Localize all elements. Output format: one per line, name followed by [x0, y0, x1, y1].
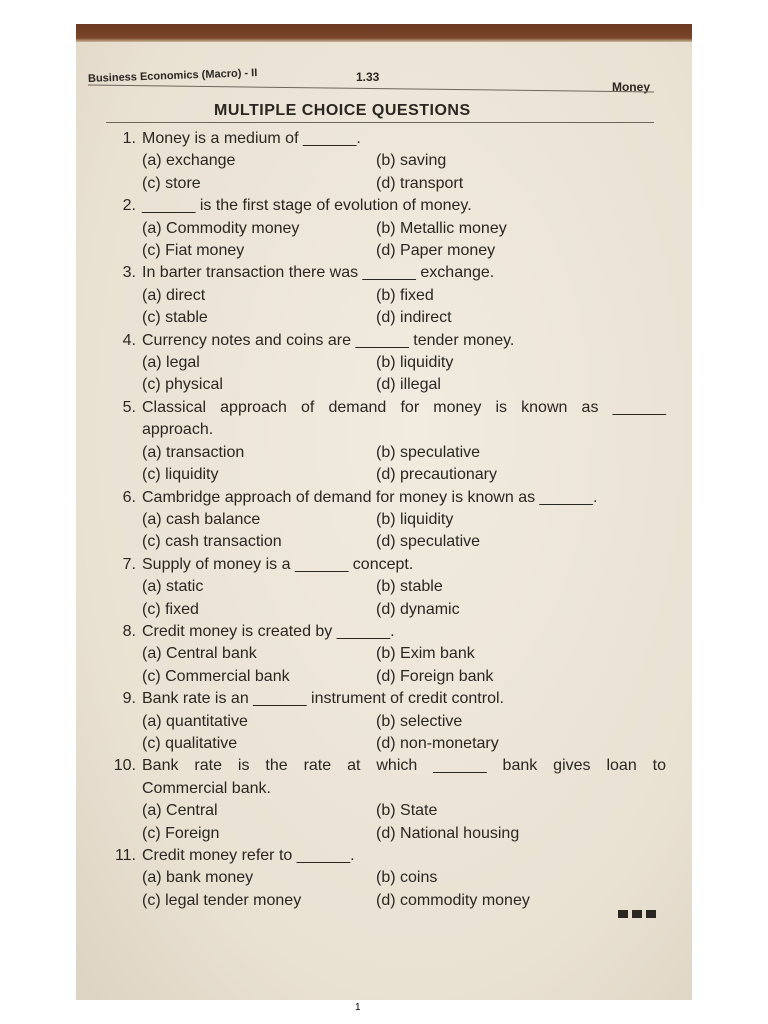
option-text: non-monetary [400, 734, 499, 752]
option-label: (d) [376, 376, 396, 394]
question-6 [106, 487, 666, 554]
question-text-continuation: approach. [142, 421, 214, 439]
option-text: Fiat money [165, 242, 245, 260]
page-photo [76, 24, 692, 1000]
book-title: Business Economics (Macro) - II [87, 67, 258, 85]
option-grid [142, 711, 666, 756]
answer-option [376, 576, 666, 598]
question-10 [106, 755, 666, 845]
option-label: (a) [142, 578, 162, 596]
question-number: 3. [122, 264, 136, 282]
option-text: Exim bank [400, 645, 475, 663]
option-text: Commodity money [166, 219, 300, 237]
question-line [106, 755, 666, 777]
option-text: illegal [400, 376, 441, 394]
question-text: Supply of money is a ______ concept. [142, 555, 414, 573]
question-number-spacer [106, 419, 142, 441]
answer-option [142, 643, 376, 665]
question-text: Credit money is created by ______. [142, 622, 395, 640]
book-page [76, 42, 692, 1000]
question-line [106, 778, 666, 800]
option-text: cash transaction [165, 533, 282, 551]
option-label: (a) [142, 510, 162, 528]
answer-option [142, 576, 376, 598]
option-label: (c) [142, 376, 161, 394]
chapter-name: Money [611, 80, 650, 94]
option-label: (b) [376, 510, 396, 528]
question-number: 9. [122, 690, 136, 708]
option-text: National housing [400, 824, 520, 842]
option-text: Metallic money [400, 219, 507, 237]
question-text-continuation: Commercial bank. [142, 779, 271, 797]
option-text: physical [165, 376, 223, 394]
option-text: liquidity [400, 510, 454, 528]
option-text: cash balance [166, 510, 261, 528]
answer-option [376, 374, 666, 396]
option-text: Paper money [400, 242, 496, 260]
option-label: (d) [376, 309, 396, 327]
option-label: (a) [142, 712, 162, 730]
question-5 [106, 397, 666, 487]
answer-option [376, 352, 666, 374]
footer-page-index: 1 [355, 1002, 361, 1013]
option-label: (c) [142, 533, 161, 551]
answer-option [376, 150, 666, 172]
question-list [106, 128, 666, 912]
option-label: (b) [376, 219, 396, 237]
question-line [106, 262, 666, 284]
option-label: (b) [376, 802, 396, 820]
option-label: (c) [142, 667, 161, 685]
question-text: Bank rate is an ______ instrument of credit control. [142, 690, 504, 708]
question-text: Currency notes and coins are ______ tender money. [142, 331, 515, 349]
option-text: Central bank [166, 645, 257, 663]
answer-option [376, 733, 666, 755]
option-label: (d) [376, 891, 396, 909]
answer-option [142, 352, 376, 374]
option-text: selective [400, 712, 463, 730]
option-text: quantitative [166, 712, 248, 730]
option-text: qualitative [165, 734, 238, 752]
option-grid [142, 800, 666, 845]
option-grid [142, 150, 666, 195]
option-label: (a) [142, 443, 162, 461]
answer-option [142, 464, 376, 486]
question-number: 8. [122, 622, 136, 640]
page-number: 1.33 [356, 70, 380, 84]
option-label: (c) [142, 309, 161, 327]
answer-option [376, 240, 666, 262]
question-line [106, 554, 666, 576]
option-label: (a) [142, 869, 162, 887]
question-11 [106, 845, 666, 912]
section-title: MULTIPLE CHOICE QUESTIONS [214, 102, 471, 119]
option-label: (a) [142, 354, 162, 372]
option-label: (c) [142, 734, 161, 752]
question-line [106, 330, 666, 352]
option-label: (c) [142, 174, 161, 192]
question-text: Credit money refer to ______. [142, 847, 355, 864]
header-rule [88, 85, 654, 93]
question-1 [106, 128, 666, 195]
option-text: stable [400, 578, 443, 596]
question-text: Bank rate is the rate at which ______ bank gives loan to [142, 757, 666, 775]
answer-option [142, 509, 376, 531]
option-grid [142, 576, 666, 621]
answer-option [142, 173, 376, 195]
question-3 [106, 262, 666, 329]
answer-option [376, 464, 666, 486]
option-label: (d) [376, 667, 396, 685]
answer-option [142, 442, 376, 464]
option-text: bank money [166, 869, 254, 887]
option-text: speculative [400, 443, 481, 461]
answer-option [142, 599, 376, 621]
answer-option [142, 285, 376, 307]
question-number: 10. [113, 757, 136, 775]
option-label: (a) [142, 152, 162, 170]
answer-option [142, 374, 376, 396]
option-text: fixed [400, 286, 434, 304]
question-line [106, 845, 666, 867]
option-label: (b) [376, 869, 396, 887]
option-grid [142, 509, 666, 554]
question-number: 6. [122, 488, 136, 506]
answer-option [142, 867, 376, 889]
option-text: fixed [165, 600, 199, 618]
question-line [106, 688, 666, 710]
answer-option [376, 531, 666, 553]
option-label: (d) [376, 600, 396, 618]
option-label: (b) [376, 578, 396, 596]
end-mark [618, 910, 656, 918]
answer-option [376, 173, 666, 195]
option-label: (b) [376, 354, 396, 372]
answer-option [376, 823, 666, 845]
question-text: Cambridge approach of demand for money is known as ______. [142, 488, 598, 506]
question-number: 2. [122, 197, 136, 215]
answer-option [142, 733, 376, 755]
question-9 [106, 688, 666, 755]
option-label: (d) [376, 533, 396, 551]
answer-option [376, 509, 666, 531]
option-label: (c) [142, 824, 161, 842]
option-label: (d) [376, 824, 396, 842]
option-label: (a) [142, 802, 162, 820]
option-text: stable [165, 309, 208, 327]
question-text: ______ is the first stage of evolution of money. [142, 197, 472, 215]
option-text: static [166, 578, 204, 596]
question-number: 4. [122, 331, 136, 349]
answer-option [376, 599, 666, 621]
answer-option [376, 890, 666, 912]
option-text: liquidity [400, 354, 454, 372]
option-label: (d) [376, 174, 396, 192]
option-grid [142, 218, 666, 263]
option-grid [142, 643, 666, 688]
option-label: (b) [376, 152, 396, 170]
option-label: (a) [142, 645, 162, 663]
question-line [106, 621, 666, 643]
option-text: dynamic [400, 600, 460, 618]
answer-option [376, 218, 666, 240]
option-text: exchange [166, 152, 236, 170]
question-7 [106, 554, 666, 621]
question-line [106, 487, 666, 509]
question-text: In barter transaction there was ______ exchange. [142, 264, 495, 282]
option-text: liquidity [165, 466, 219, 484]
option-label: (d) [376, 734, 396, 752]
option-label: (b) [376, 286, 396, 304]
option-text: legal tender money [165, 891, 302, 909]
option-text: commodity money [400, 891, 530, 909]
option-text: coins [400, 869, 438, 887]
question-2 [106, 195, 666, 262]
option-label: (a) [142, 286, 162, 304]
option-label: (b) [376, 443, 396, 461]
title-rule [106, 122, 654, 123]
option-text: saving [400, 152, 447, 170]
answer-option [142, 307, 376, 329]
option-text: Central [166, 802, 218, 820]
answer-option [142, 823, 376, 845]
option-text: store [165, 174, 201, 192]
question-text: Classical approach of demand for money is known as ______ [142, 398, 666, 416]
question-number-spacer [106, 778, 142, 800]
option-grid [142, 285, 666, 330]
option-text: Commercial bank [165, 667, 290, 685]
answer-option [376, 442, 666, 464]
answer-option [142, 800, 376, 822]
question-line [106, 397, 666, 419]
answer-option [376, 867, 666, 889]
answer-option [142, 150, 376, 172]
answer-option [142, 666, 376, 688]
option-text: indirect [400, 309, 452, 327]
answer-option [142, 218, 376, 240]
question-line [106, 419, 666, 441]
option-grid [142, 352, 666, 397]
option-text: precautionary [400, 466, 497, 484]
option-text: legal [166, 354, 200, 372]
option-label: (b) [376, 712, 396, 730]
answer-option [376, 800, 666, 822]
answer-option [142, 240, 376, 262]
question-8 [106, 621, 666, 688]
answer-option [376, 666, 666, 688]
option-label: (c) [142, 242, 161, 260]
option-label: (d) [376, 242, 396, 260]
question-number: 11. [114, 847, 136, 864]
option-text: transaction [166, 443, 245, 461]
answer-option [142, 531, 376, 553]
answer-option [376, 643, 666, 665]
option-grid [142, 442, 666, 487]
question-number: 5. [122, 398, 136, 416]
option-grid [142, 867, 666, 912]
option-label: (c) [142, 891, 161, 909]
answer-option [142, 890, 376, 912]
option-label: (b) [376, 645, 396, 663]
option-text: speculative [400, 533, 481, 551]
question-number: 7. [122, 555, 136, 573]
question-4 [106, 330, 666, 397]
option-text: Foreign [165, 824, 220, 842]
question-number: 1. [122, 130, 136, 147]
question-text: Money is a medium of ______. [142, 130, 361, 147]
answer-option [376, 285, 666, 307]
answer-option [376, 711, 666, 733]
option-label: (c) [142, 466, 161, 484]
option-text: transport [400, 174, 464, 192]
question-line [106, 128, 666, 150]
option-text: State [400, 802, 438, 820]
answer-option [142, 711, 376, 733]
option-text: Foreign bank [400, 667, 494, 685]
option-text: direct [166, 286, 206, 304]
option-label: (a) [142, 219, 162, 237]
option-label: (d) [376, 466, 396, 484]
option-label: (c) [142, 600, 161, 618]
answer-option [376, 307, 666, 329]
question-line [106, 195, 666, 217]
